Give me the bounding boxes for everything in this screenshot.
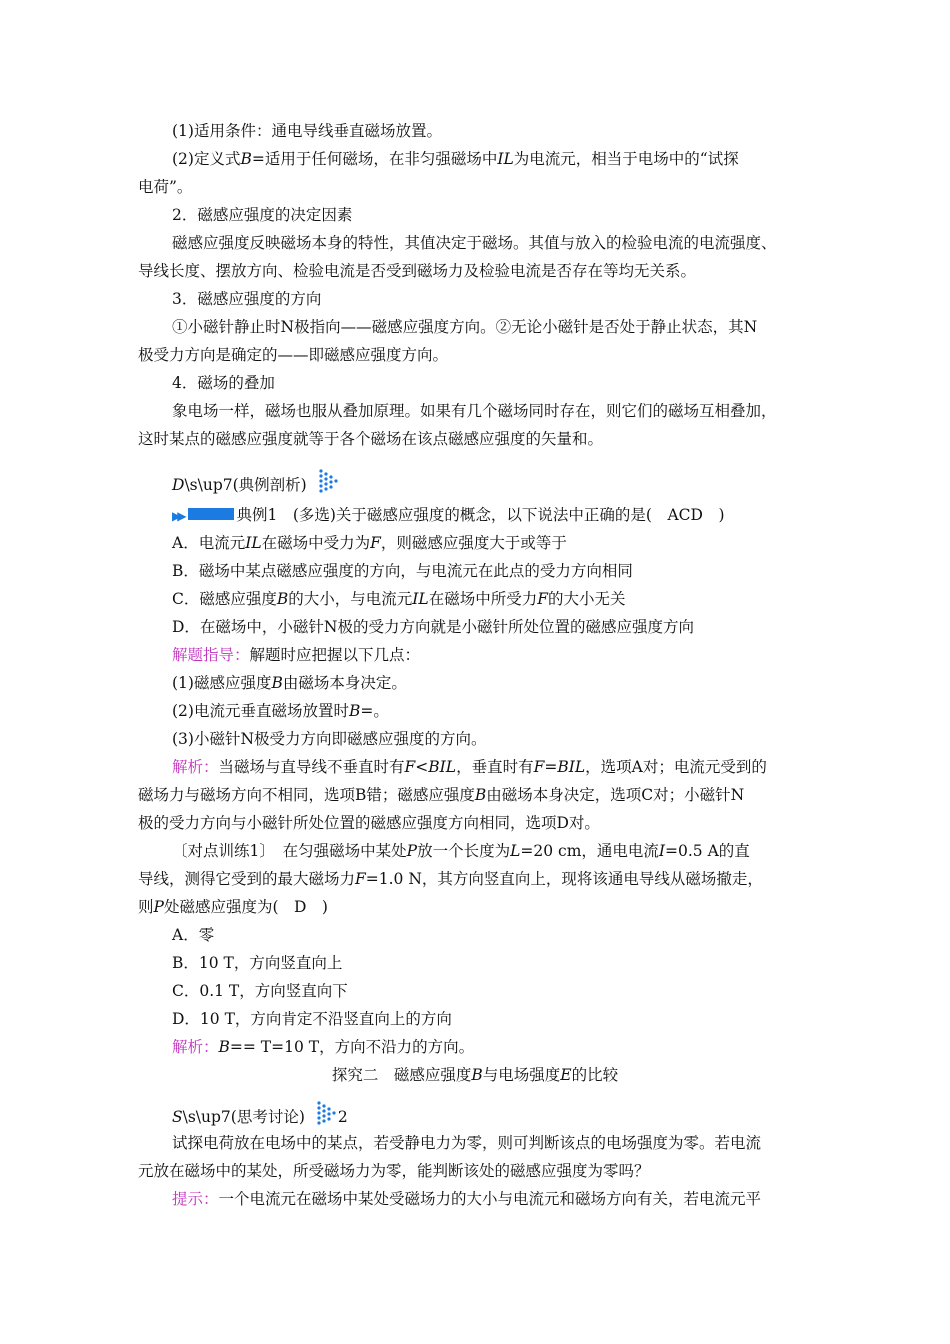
- para-determining-cont: 导线长度、摆放方向、检验电流是否受到磁场力及检验电流是否存在等均无关系。: [138, 262, 697, 280]
- heading-superposition: 4．磁场的叠加: [172, 374, 275, 392]
- training-option-d: D．10 T，方向肯定不沿竖直向上的方向: [172, 1010, 452, 1028]
- para-direction-cont: 极受力方向是确定的——即磁感应强度方向。: [138, 346, 449, 364]
- option-a: A．电流元IL在磁场中受力为F，则磁感应强度大于或等于: [172, 534, 567, 552]
- discussion-question: 试探电荷放在电场中的某点，若受静电力为零，则可判断该点的电场强度为零。若电流: [172, 1134, 762, 1152]
- training-1-question-cont-2: 则P处磁感应强度为( D ): [138, 898, 328, 916]
- dotted-triangle-icon: [316, 1100, 338, 1128]
- heading-determining-factors: 2．磁感应强度的决定因素: [172, 206, 353, 224]
- option-b: B．磁场中某点磁感应强度的方向，与电流元在此点的受力方向相同: [172, 562, 633, 580]
- para-applicable-condition: (1)适用条件：通电导线垂直磁场放置。: [172, 122, 442, 140]
- para-definition-cont: 电荷”。: [138, 178, 193, 196]
- para-superposition: 象电场一样，磁场也服从叠加原理。如果有几个磁场同时存在，则它们的磁场互相叠加，: [172, 402, 777, 420]
- example-tag-badge: [188, 508, 234, 520]
- example-1-question: ▶▶ 典例1 (多选)关于磁感应强度的概念，以下说法中正确的是( ACD ): [172, 504, 725, 527]
- training-option-b: B．10 T，方向竖直向上: [172, 954, 343, 972]
- heading-direction: 3．磁感应强度的方向: [172, 290, 322, 308]
- solution-1-cont-2: 极的受力方向与小磁针所处位置的磁感应强度方向相同，选项D对。: [138, 814, 600, 832]
- discussion-question-cont: 元放在磁场中的某处，所受磁场力为零，能判断该处的磁感应强度为零吗？: [138, 1162, 650, 1180]
- double-arrow-icon: ▶▶: [172, 509, 183, 523]
- para-direction: ①小磁针静止时N极指向——磁感应强度方向。②无论小磁针是否处于静止状态，其N: [172, 318, 758, 336]
- section-marker-typical-examples: D\s\up7(典例剖析): [172, 468, 340, 496]
- guide-point-2: (2)电流元垂直磁场放置时B=。: [172, 702, 389, 720]
- dotted-triangle-icon: [318, 468, 340, 496]
- section-marker-discussion: S\s\up7(思考讨论) 2: [172, 1100, 348, 1128]
- option-c: C．磁感应强度B的大小，与电流元IL在磁场中所受力F的大小无关: [172, 590, 626, 608]
- guide-point-3: (3)小磁针N极受力方向即磁感应强度的方向。: [172, 730, 487, 748]
- training-1-question: 〔对点训练1〕 在匀强磁场中某处P放一个长度为L=20 cm，通电电流I=0.5 A的直: [172, 842, 750, 860]
- para-definition: (2)定义式B=适用于任何磁场，在非匀强磁场中IL为电流元，相当于电场中的“试探: [172, 150, 739, 168]
- guide-heading: 解题指导：解题时应把握以下几点：: [172, 646, 421, 664]
- section-title-explore-2: 探究二 磁感应强度B与电场强度E的比较: [331, 1066, 619, 1084]
- para-superposition-cont: 这时某点的磁感应强度就等于各个磁场在该点磁感应强度的矢量和。: [138, 430, 604, 448]
- solution-1: 解析：当磁场与直导线不垂直时有F<BIL，垂直时有F=BIL，选项A对；电流元受到的: [172, 758, 767, 776]
- training-option-a: A．零: [172, 926, 215, 944]
- para-determining: 磁感应强度反映磁场本身的特性，其值决定于磁场。其值与放入的检验电流的电流强度、: [172, 234, 777, 252]
- option-d: D．在磁场中，小磁针N极的受力方向就是小磁针所处位置的磁感应强度方向: [172, 618, 694, 636]
- hint: 提示：一个电流元在磁场中某处受磁场力的大小与电流元和磁场方向有关，若电流元平: [172, 1190, 762, 1208]
- training-solution: 解析：B== T=10 T，方向不沿力的方向。: [172, 1038, 475, 1056]
- guide-point-1: (1)磁感应强度B由磁场本身决定。: [172, 674, 407, 692]
- solution-1-cont: 磁场力与磁场方向不相同，选项B错；磁感应强度B由磁场本身决定，选项C对；小磁针N: [138, 786, 745, 804]
- training-1-question-cont: 导线，测得它受到的最大磁场力F=1.0 N，其方向竖直向上，现将该通电导线从磁场撤走，: [138, 870, 763, 888]
- training-option-c: C．0.1 T，方向竖直向下: [172, 982, 348, 1000]
